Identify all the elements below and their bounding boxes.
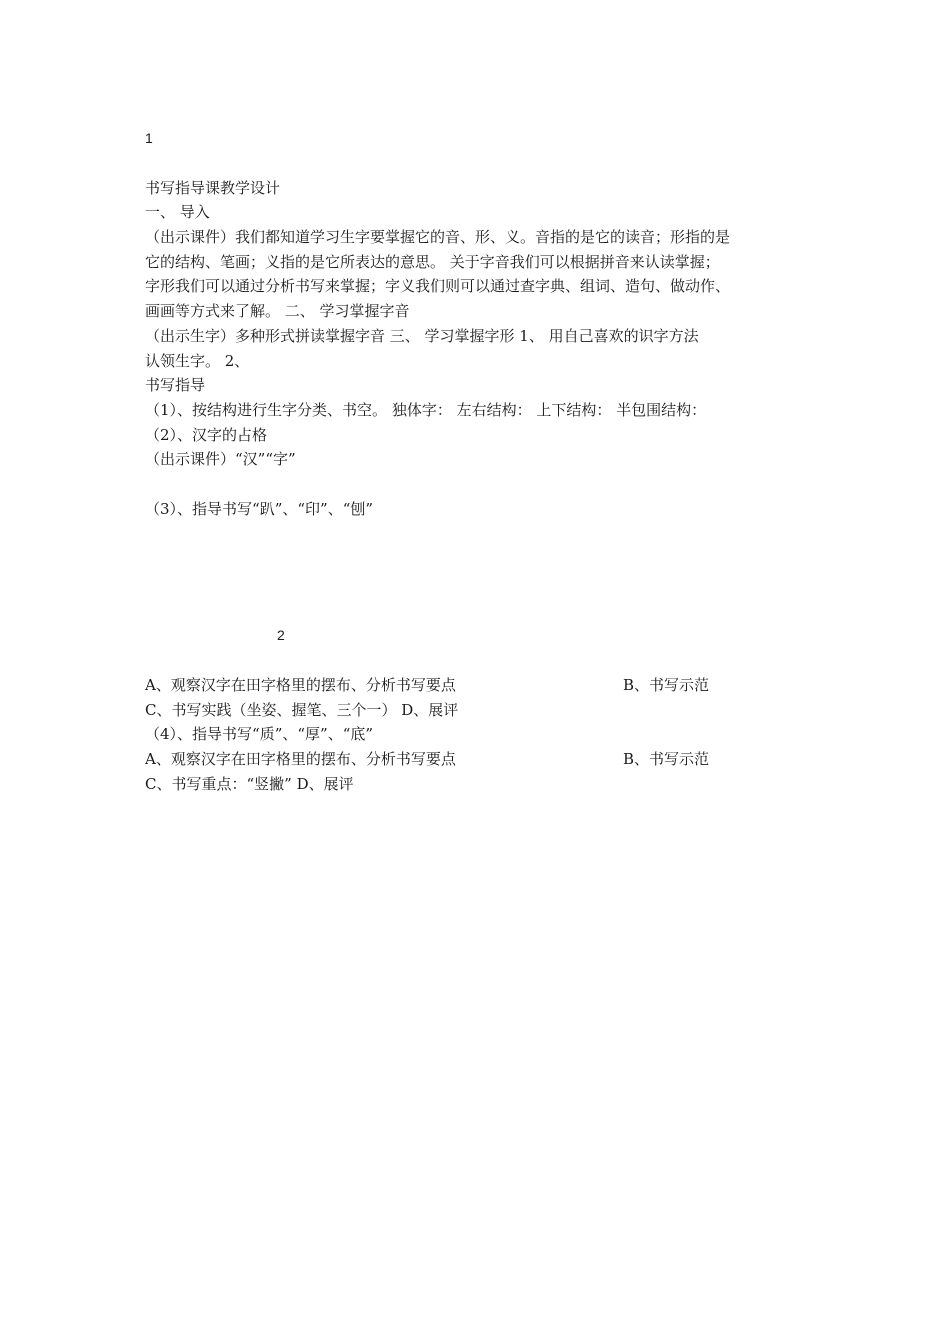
paragraph-line: 字形我们可以通过分析书写来掌握；字义我们则可以通过查字典、组词、造句、做动作、 [145,277,731,295]
paragraph-line: （出示课件）“汉”“字” [145,450,296,468]
step-c-d-focus: C、书写重点：“竖撇” D、展评 [145,775,354,793]
paragraph-line: 认领生字。 2、 [145,352,250,370]
step-c-d-practice: C、书写实践（坐姿、握笔、三个一） D、展评 [145,701,459,719]
section-heading-intro: 一、 导入 [145,203,210,221]
paragraph-line: （出示生字）多种形式拼读掌握字音 三、 学习掌握字形 1、 用自己喜欢的识字方法 [145,327,699,345]
paragraph-line: （2）、汉字的占格 [145,426,268,444]
paragraph-line: （3）、指导书写“趴”、“印”、“刨” [145,500,374,518]
paragraph-line: （1）、按结构进行生字分类、书空。 独体字： 左右结构： 上下结构： 半包围结构： [145,401,707,419]
page-number-2: 2 [277,627,285,643]
paragraph-line: （出示课件）我们都知道学习生字要掌握它的音、形、义。音指的是它的读音；形指的是 [145,228,731,246]
step-b-demo-2: B、书写示范 [623,750,710,768]
step-b-demo: B、书写示范 [623,676,710,694]
document-title: 书写指导课教学设计 [145,179,281,197]
step-a-observe: A、观察汉字在田字格里的摆布、分析书写要点 [145,676,456,694]
section-heading-writing: 书写指导 [145,376,206,394]
subsection-heading-4: （4）、指导书写“质”、“厚”、“底” [145,725,374,743]
paragraph-line: 它的结构、笔画；义指的是它所表达的意思。 关于字音我们可以根据拼音来认读掌握； [145,253,720,271]
step-a-observe-2: A、观察汉字在田字格里的摆布、分析书写要点 [145,750,456,768]
page-number-1: 1 [145,130,153,146]
paragraph-line: 画画等方式来了解。 二、 学习掌握字音 [145,302,410,320]
